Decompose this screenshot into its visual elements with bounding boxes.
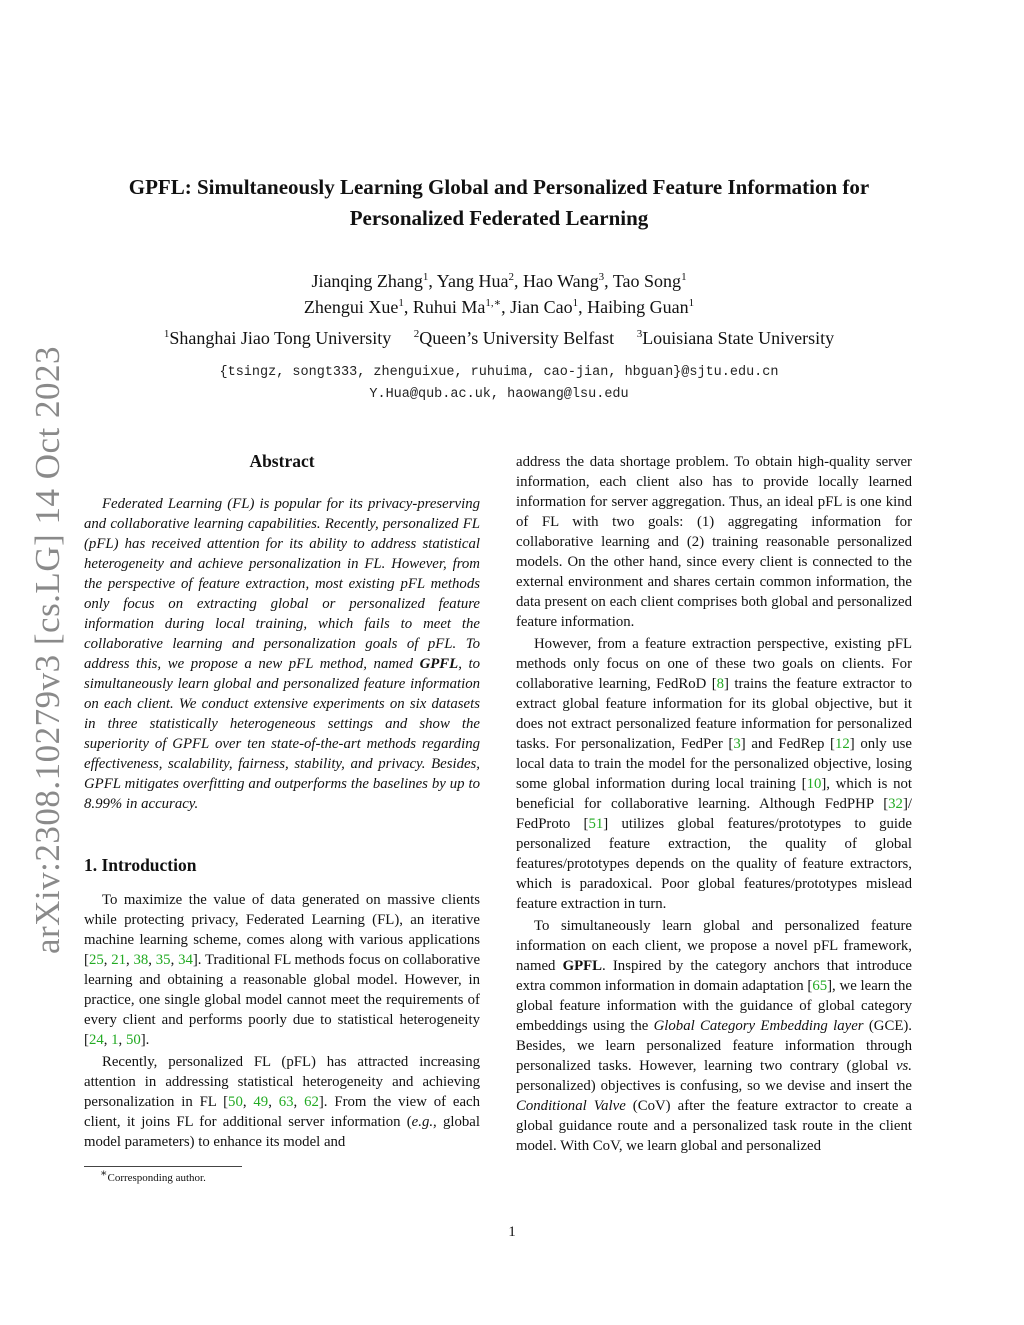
citation-link[interactable]: 63 bbox=[278, 1094, 294, 1110]
footnote-text: Corresponding author. bbox=[107, 1172, 206, 1184]
text-run-italic: e.g. bbox=[411, 1114, 434, 1130]
text-run: However, from a feature extraction perspective, existing pFL methods only focus on one of these two goals on clients. For collaborative learning, FedRoD [ bbox=[516, 636, 912, 692]
text-run: , global model parameters) to enhance its model and bbox=[84, 1114, 480, 1150]
footnote bbox=[84, 1167, 480, 1186]
citation-link[interactable]: 21 bbox=[111, 952, 127, 968]
author-affil-mark: 1 bbox=[681, 271, 687, 283]
author-affil-mark: 1 bbox=[572, 297, 579, 309]
affiliation-1 bbox=[164, 325, 391, 351]
intro-paragraph-1: To maximize the value of data generated on massive clients while protecting privacy, Federated Learning (FL), an iterative machine learning scheme, comes along with various applications [25, 21, 38, 35, 34]. Traditional FL methods focus on collaborative learning and obtaining a reasonable global model. However, in practice, one single global model cannot meet the requirements of every client and performs poorly due to statistical heterogeneity [24, 1, 50]. bbox=[84, 892, 481, 1048]
title-line-2: Personalized Federated Learning bbox=[349, 206, 649, 230]
affiliation-mark: 2 bbox=[413, 328, 420, 340]
email-line-2: Y.Hua@qub.ac.uk, haowang@lsu.edu bbox=[369, 387, 629, 402]
citation-link[interactable]: 25 bbox=[88, 952, 104, 968]
text-run: (CoV) after the feature extractor to create a global guidance route and a personalized task route in the client model. With CoV, we learn global and personalized bbox=[516, 1098, 912, 1154]
abstract-text bbox=[84, 494, 480, 814]
right-paragraph-1: address the data shortage problem. To obtain high-quality server information, each client also has to provide locally learned information for server aggregation. Thus, an ideal pFL is one kind of FL with two goals: (1) aggregating information for collaborative learning and (2) training reasonable personalized models. On the other hand, since every client is connected to the external environment and shares certain common information, the data present on each client comprises both global and personalized feature information. bbox=[516, 454, 912, 630]
text-run: To maximize the value of data generated on massive clients while protecting privacy, Federated Learning (FL), an iterative machine learning scheme, comes along with various applications [ bbox=[84, 892, 480, 968]
text-run: ], which is not beneficial for collaborative learning. Although FedPHP [ bbox=[516, 776, 912, 812]
author-name: , Ruhui Ma bbox=[403, 297, 486, 317]
text-run: . Inspired by the category anchors that introduce extra common information in domain adaptation [ bbox=[516, 958, 912, 994]
intro-paragraph-2: Recently, personalized FL (pFL) has attracted increasing attention in addressing statistical heterogeneity and achieving personalization in FL [50, 49, 63, 62]. From the view of each client, it joins FL for additional server information (e.g., global model parameters) to enhance its model and bbox=[84, 1054, 480, 1150]
author-affil-mark: 2 bbox=[508, 271, 514, 283]
author-line-2 bbox=[120, 294, 878, 320]
citation-link[interactable]: 24 bbox=[88, 1032, 104, 1048]
citation-link[interactable]: 12 bbox=[834, 736, 850, 752]
title-line-1: GPFL: Simultaneously Learning Global and Personalized Feature Information for bbox=[128, 175, 870, 199]
text-run: Recently, personalized FL (pFL) has attracted increasing attention in addressing statistical heterogeneity and achieving personalization in FL [ bbox=[84, 1054, 480, 1110]
author-name: , Jian Cao bbox=[501, 297, 573, 317]
text-run: ]. From the view of each client, it joins FL for additional server information ( bbox=[84, 1094, 480, 1130]
citation-link[interactable]: 62 bbox=[304, 1094, 319, 1110]
text-run: ]/ FedProto [ bbox=[516, 796, 912, 832]
citation-link[interactable]: 51 bbox=[588, 816, 604, 832]
author-name: , Haibing Guan bbox=[578, 297, 689, 317]
author-name: Jianqing Zhang bbox=[311, 271, 423, 291]
right-paragraph-2 bbox=[516, 634, 912, 914]
abstract-part-2: , to simultaneously learn global and personalized feature information on each client. We conduct extensive experiments on six datasets in three statistically heterogeneous settings and show the superiority of GPFL over ten state-of-the-art methods regarding effectiveness, scalability, fairness, stability, and privacy. Besides, GPFL mitigates overfitting and outperforms the baselines by up to 8.99% in accuracy. bbox=[84, 656, 480, 812]
citation-link[interactable]: 65 bbox=[812, 978, 828, 994]
affiliation-3 bbox=[637, 325, 834, 351]
affiliation-name: Louisiana State University bbox=[642, 328, 835, 348]
left-column bbox=[84, 450, 480, 1186]
citation-link[interactable]: 38 bbox=[133, 952, 149, 968]
right-column bbox=[516, 452, 912, 1158]
text-run-italic: Conditional Valve bbox=[516, 1098, 626, 1114]
arxiv-stamp-text: arXiv:2308.10279v3 [cs.LG] 14 Oct 2023 bbox=[28, 345, 68, 955]
citation-link[interactable]: 1 bbox=[111, 1032, 119, 1048]
affiliation-name: Queen’s University Belfast bbox=[419, 328, 615, 348]
page-number: 1 bbox=[508, 1224, 516, 1240]
abstract-part-1: Federated Learning (FL) is popular for its privacy-preserving and collaborative learning capabilities. Recently, personalized FL (pFL) has received attention for its ability to address statistical heterogeneity and achieve personalization in FL. However, from the perspective of feature extraction, most existing pFL methods only focus on extracting global or personalized feature information during local training, which fails to meet the collaborative learning and personalization goals of pFL. To address this, we propose a new pFL method, named bbox=[84, 496, 480, 672]
right-paragraph-3 bbox=[516, 916, 912, 1156]
citation-link[interactable]: 8 bbox=[716, 676, 725, 692]
method-name: GPFL bbox=[562, 958, 603, 974]
author-name: , Tao Song bbox=[604, 271, 682, 291]
citation-link[interactable]: 49 bbox=[253, 1094, 269, 1110]
text-run: (GCE). Besides, we learn personalized feature information through personalized tasks. However, learning two contrary (global bbox=[516, 1018, 912, 1074]
author-line-1 bbox=[120, 268, 878, 294]
text-run: ] utilizes global features/prototypes to guide personalized feature extraction, the quality of global features/prototypes depends on the quality of feature extractors, which is paradoxical. Poor global features/prototypes mislead feature extraction in turn. bbox=[516, 816, 912, 912]
text-run: ] only use local data to train the model for the personalized objective, losing some global information during local training [ bbox=[516, 736, 912, 792]
citation-link[interactable]: 10 bbox=[806, 776, 822, 792]
text-run: ], we learn the global feature information with the guidance of global category embeddings using the bbox=[516, 978, 912, 1034]
author-affil-mark: 3 bbox=[598, 271, 605, 283]
paper-title bbox=[80, 172, 918, 234]
arxiv-stamp bbox=[26, 345, 70, 955]
author-name: , Hao Wang bbox=[513, 271, 599, 291]
section-heading-introduction: 1. Introduction bbox=[84, 855, 197, 875]
author-list bbox=[120, 268, 878, 320]
citation-link[interactable]: 3 bbox=[733, 736, 741, 752]
citation-link[interactable]: 50 bbox=[125, 1032, 141, 1048]
affiliations bbox=[100, 325, 898, 351]
affiliation-mark: 1 bbox=[163, 328, 170, 340]
citation-link[interactable]: 35 bbox=[155, 952, 171, 968]
text-run: ]. bbox=[140, 1032, 150, 1048]
citation-link[interactable]: 50 bbox=[228, 1094, 243, 1110]
author-affil-mark: 1,∗ bbox=[485, 297, 502, 309]
author-emails bbox=[100, 362, 898, 406]
footnote-mark: ∗ bbox=[100, 1167, 108, 1180]
text-run: personalized) objectives is confusing, so we devise and insert the bbox=[516, 1078, 912, 1094]
author-affil-mark: 1 bbox=[422, 271, 429, 283]
affiliation-mark: 3 bbox=[636, 328, 643, 340]
text-run-italic: vs. bbox=[895, 1058, 912, 1074]
author-name: , Yang Hua bbox=[428, 271, 509, 291]
email-line-1: {tsingz, songt333, zhenguixue, ruhuima, cao-jian, hbguan}@sjtu.edu.cn bbox=[219, 365, 779, 380]
author-affil-mark: 1 bbox=[688, 297, 695, 309]
affiliation-2 bbox=[414, 325, 614, 351]
author-name: Zhengui Xue bbox=[303, 297, 399, 317]
abstract-method-name: GPFL bbox=[419, 656, 459, 672]
text-run: ]. Traditional FL methods focus on collaborative learning and obtaining a reasonable global model. However, in practice, one single global model cannot meet the requirements of every client and performs poorly due to statistical heterogeneity [ bbox=[84, 952, 481, 1048]
citation-link[interactable]: 34 bbox=[178, 952, 193, 968]
citation-link[interactable]: 32 bbox=[888, 796, 903, 812]
text-run: ] and FedRep [ bbox=[740, 736, 835, 752]
text-run-italic: Global Category Embedding layer bbox=[653, 1018, 864, 1034]
affiliation-name: Shanghai Jiao Tong University bbox=[169, 328, 392, 348]
abstract-heading: Abstract bbox=[249, 451, 315, 471]
text-run: To simultaneously learn global and personalized feature information on each client, we propose a novel pFL framework, named bbox=[516, 918, 912, 974]
author-affil-mark: 1 bbox=[398, 297, 404, 309]
footnote-divider bbox=[84, 1166, 242, 1167]
text-run: ] trains the feature extractor to extract global feature information for its global objective, but it does not extract personalized feature information for personalized tasks. For personalization, FedPer [ bbox=[516, 676, 912, 752]
